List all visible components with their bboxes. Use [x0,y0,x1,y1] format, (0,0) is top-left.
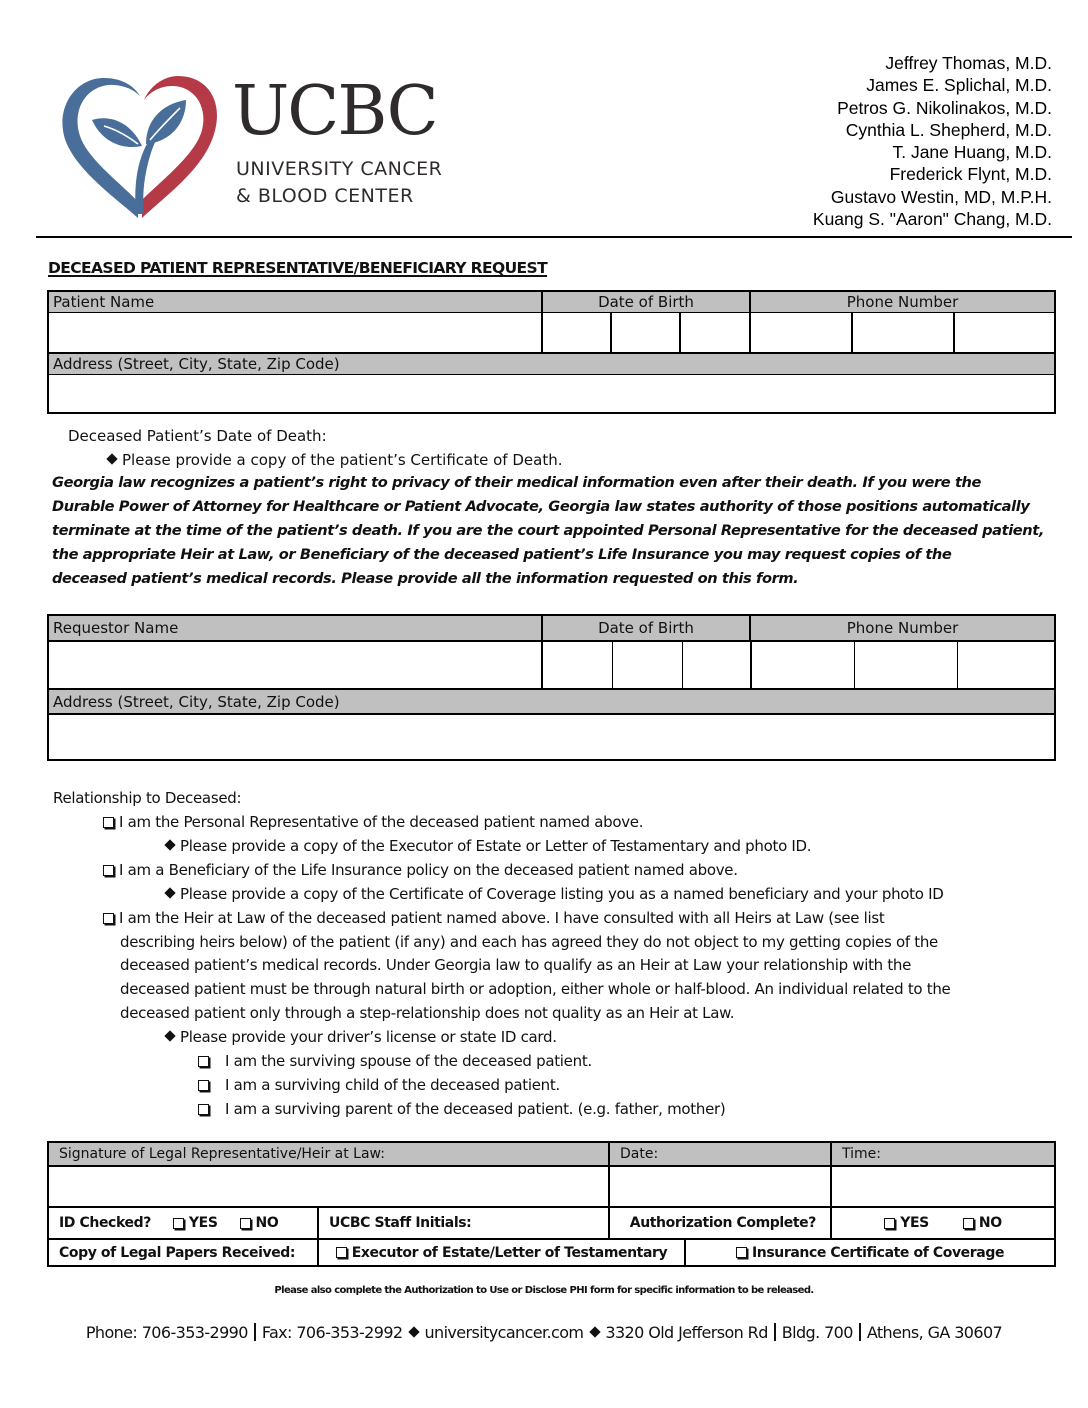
signature-table [47,1141,1056,1267]
time-label: Time: [842,1146,881,1162]
auth-complete-label: Authorization Complete? [610,1208,832,1238]
bullet-diamond-icon [164,839,175,850]
signature-time-field[interactable] [832,1167,1054,1206]
legal-notice-line: deceased patient’s medical records. Please provide all the information requested on this form. [52,570,799,587]
signature-label: Signature of Legal Representative/Heir at Law: [49,1143,610,1165]
physician-name: Jeffrey Thomas, M.D. [885,53,1052,73]
requestor-address-label: Address (Street, City, State, Zip Code) [53,692,340,711]
executor-option[interactable]: Executor of Estate/Letter of Testamentary [319,1240,686,1265]
legal-notice-line: the appropriate Heir at Law, or Beneficiary of the deceased patient’s Life Insurance you may request copies of the [52,546,952,563]
bullet-diamond-icon [164,887,175,898]
date-label: Date: [610,1143,832,1165]
heir-text-line: deceased patient must be through natural birth or adoption, either whole or half-blood. An individual related to the [120,980,951,998]
legal-notice-line: Durable Power of Attorney for Healthcare or Patient Advocate, Georgia law states authority of those positions automatically [52,498,1030,515]
date-of-death-label: Deceased Patient’s Date of Death: [68,427,327,445]
requestor-name-label: Requestor Name [49,616,543,640]
form-title: DECEASED PATIENT REPRESENTATIVE/BENEFICIARY REQUEST [48,259,548,277]
heir-parent-checkbox[interactable] [198,1104,209,1115]
footer-website-link[interactable]: universitycancer.com [424,1323,584,1342]
heir-spouse-option[interactable]: I am the surviving spouse of the deceased patient. [198,1049,592,1073]
id-checked-label: ID Checked? [59,1215,151,1231]
brand-line-1: UNIVERSITY CANCER [236,158,443,180]
executor-checkbox[interactable] [336,1247,347,1258]
requestor-dob-label: Date of Birth [543,616,751,640]
legal-notice-line: Georgia law recognizes a patient’s right to privacy of their medical information even after their death. If you were the [52,474,982,491]
signature-date-field[interactable] [610,1167,830,1206]
phi-authorization-note: Please also complete the Authorization to Use or Disclose PHI form for specific information to be released. [274,1285,814,1296]
heir-child-option[interactable]: I am a surviving child of the deceased patient. [198,1073,560,1097]
separator [774,1323,776,1341]
footer-building: Bldg. 700 [781,1323,853,1342]
physician-name: Cynthia L. Shepherd, M.D. [845,119,1052,140]
heir-at-law-checkbox[interactable] [103,913,114,924]
patient-name-label: Patient Name [49,292,543,312]
heir-text-line: describing heirs below) of the patient (if any) and each has agreed they do not object to my getting copies of the [120,933,938,951]
physician-name: James E. Splichal, M.D. [866,75,1052,96]
auth-complete-group: YES NO [832,1208,1054,1238]
heir-text-line: deceased patient’s medical records. Under Georgia law to qualify as an Heir at Law your relationship with the [120,956,912,974]
auth-complete-yes-checkbox[interactable] [884,1218,895,1229]
insurance-option[interactable]: Insurance Certificate of Coverage [686,1240,1054,1265]
physician-name: T. Jane Huang, M.D. [892,142,1052,163]
brand-name: UCBC [232,72,437,151]
death-certificate-note: Please provide a copy of the patient’s Certificate of Death. [108,448,562,472]
bullet-diamond-icon [164,1030,175,1041]
id-checked-no-checkbox[interactable] [240,1218,251,1229]
id-checked-group: ID Checked? YES NO [49,1208,319,1238]
relationship-label: Relationship to Deceased: [53,789,242,807]
signature-field[interactable] [49,1167,608,1206]
contact-footer [0,1323,1088,1342]
personal-rep-option[interactable]: I am the Personal Representative of the deceased patient named above. [103,810,643,834]
heir-at-law-option[interactable]: I am the Heir at Law of the deceased patient named above. I have consulted with all Heirs at Law (see list [103,906,885,930]
auth-complete-no-checkbox[interactable] [963,1218,974,1229]
legal-notice-line: terminate at the time of the patient’s death. If you are the court appointed Personal Representative for the deceased patient, [52,522,1045,539]
footer-city: Athens, GA 30607 [866,1323,1003,1342]
footer-phone: Phone: 706-353-2990 [85,1323,248,1342]
personal-rep-note: Please provide a copy of the Executor of Estate or Letter of Testamentary and photo ID. [166,834,811,858]
physician-name: Frederick Flynt, M.D. [889,164,1052,185]
staff-initials-label[interactable]: UCBC Staff Initials: [319,1208,610,1238]
footer-fax: Fax: 706-353-2992 [261,1323,403,1342]
requestor-phone-label: Phone Number [846,619,959,637]
insurance-checkbox[interactable] [736,1247,747,1258]
personal-rep-checkbox[interactable] [103,817,114,828]
heir-id-note: Please provide your driver’s license or state ID card. [166,1025,557,1049]
brand-line-2: & BLOOD CENTER [236,185,414,207]
beneficiary-checkbox[interactable] [103,865,114,876]
bullet-diamond-icon [590,1326,601,1337]
physician-name: Petros G. Nikolinakos, M.D. [837,97,1052,118]
patient-phone-label: Phone Number [846,293,959,311]
beneficiary-note: Please provide a copy of the Certificate of Coverage listing you as a named beneficiary and your photo ID [166,882,943,906]
bullet-diamond-icon [409,1326,420,1337]
heir-parent-option[interactable]: I am a surviving parent of the deceased patient. (e.g. father, mother) [198,1097,725,1121]
heir-spouse-checkbox[interactable] [198,1056,209,1067]
id-checked-yes-checkbox[interactable] [173,1218,184,1229]
heir-text-line: deceased patient only through a step-relationship does not quality as an Heir at Law. [120,1004,735,1022]
separator [254,1323,256,1341]
physician-name: Kuang S. "Aaron" Chang, M.D. [812,209,1052,230]
patient-dob-label: Date of Birth [543,292,751,312]
beneficiary-option[interactable]: I am a Beneficiary of the Life Insurance policy on the deceased patient named above. [103,858,738,882]
physician-name: Gustavo Westin, MD, M.P.H. [830,186,1052,207]
heir-child-checkbox[interactable] [198,1080,209,1091]
legal-papers-label: Copy of Legal Papers Received: [49,1240,319,1265]
patient-address-label: Address (Street, City, State, Zip Code) [53,355,340,373]
separator [859,1323,861,1341]
footer-street: 3320 Old Jefferson Rd [605,1323,768,1342]
